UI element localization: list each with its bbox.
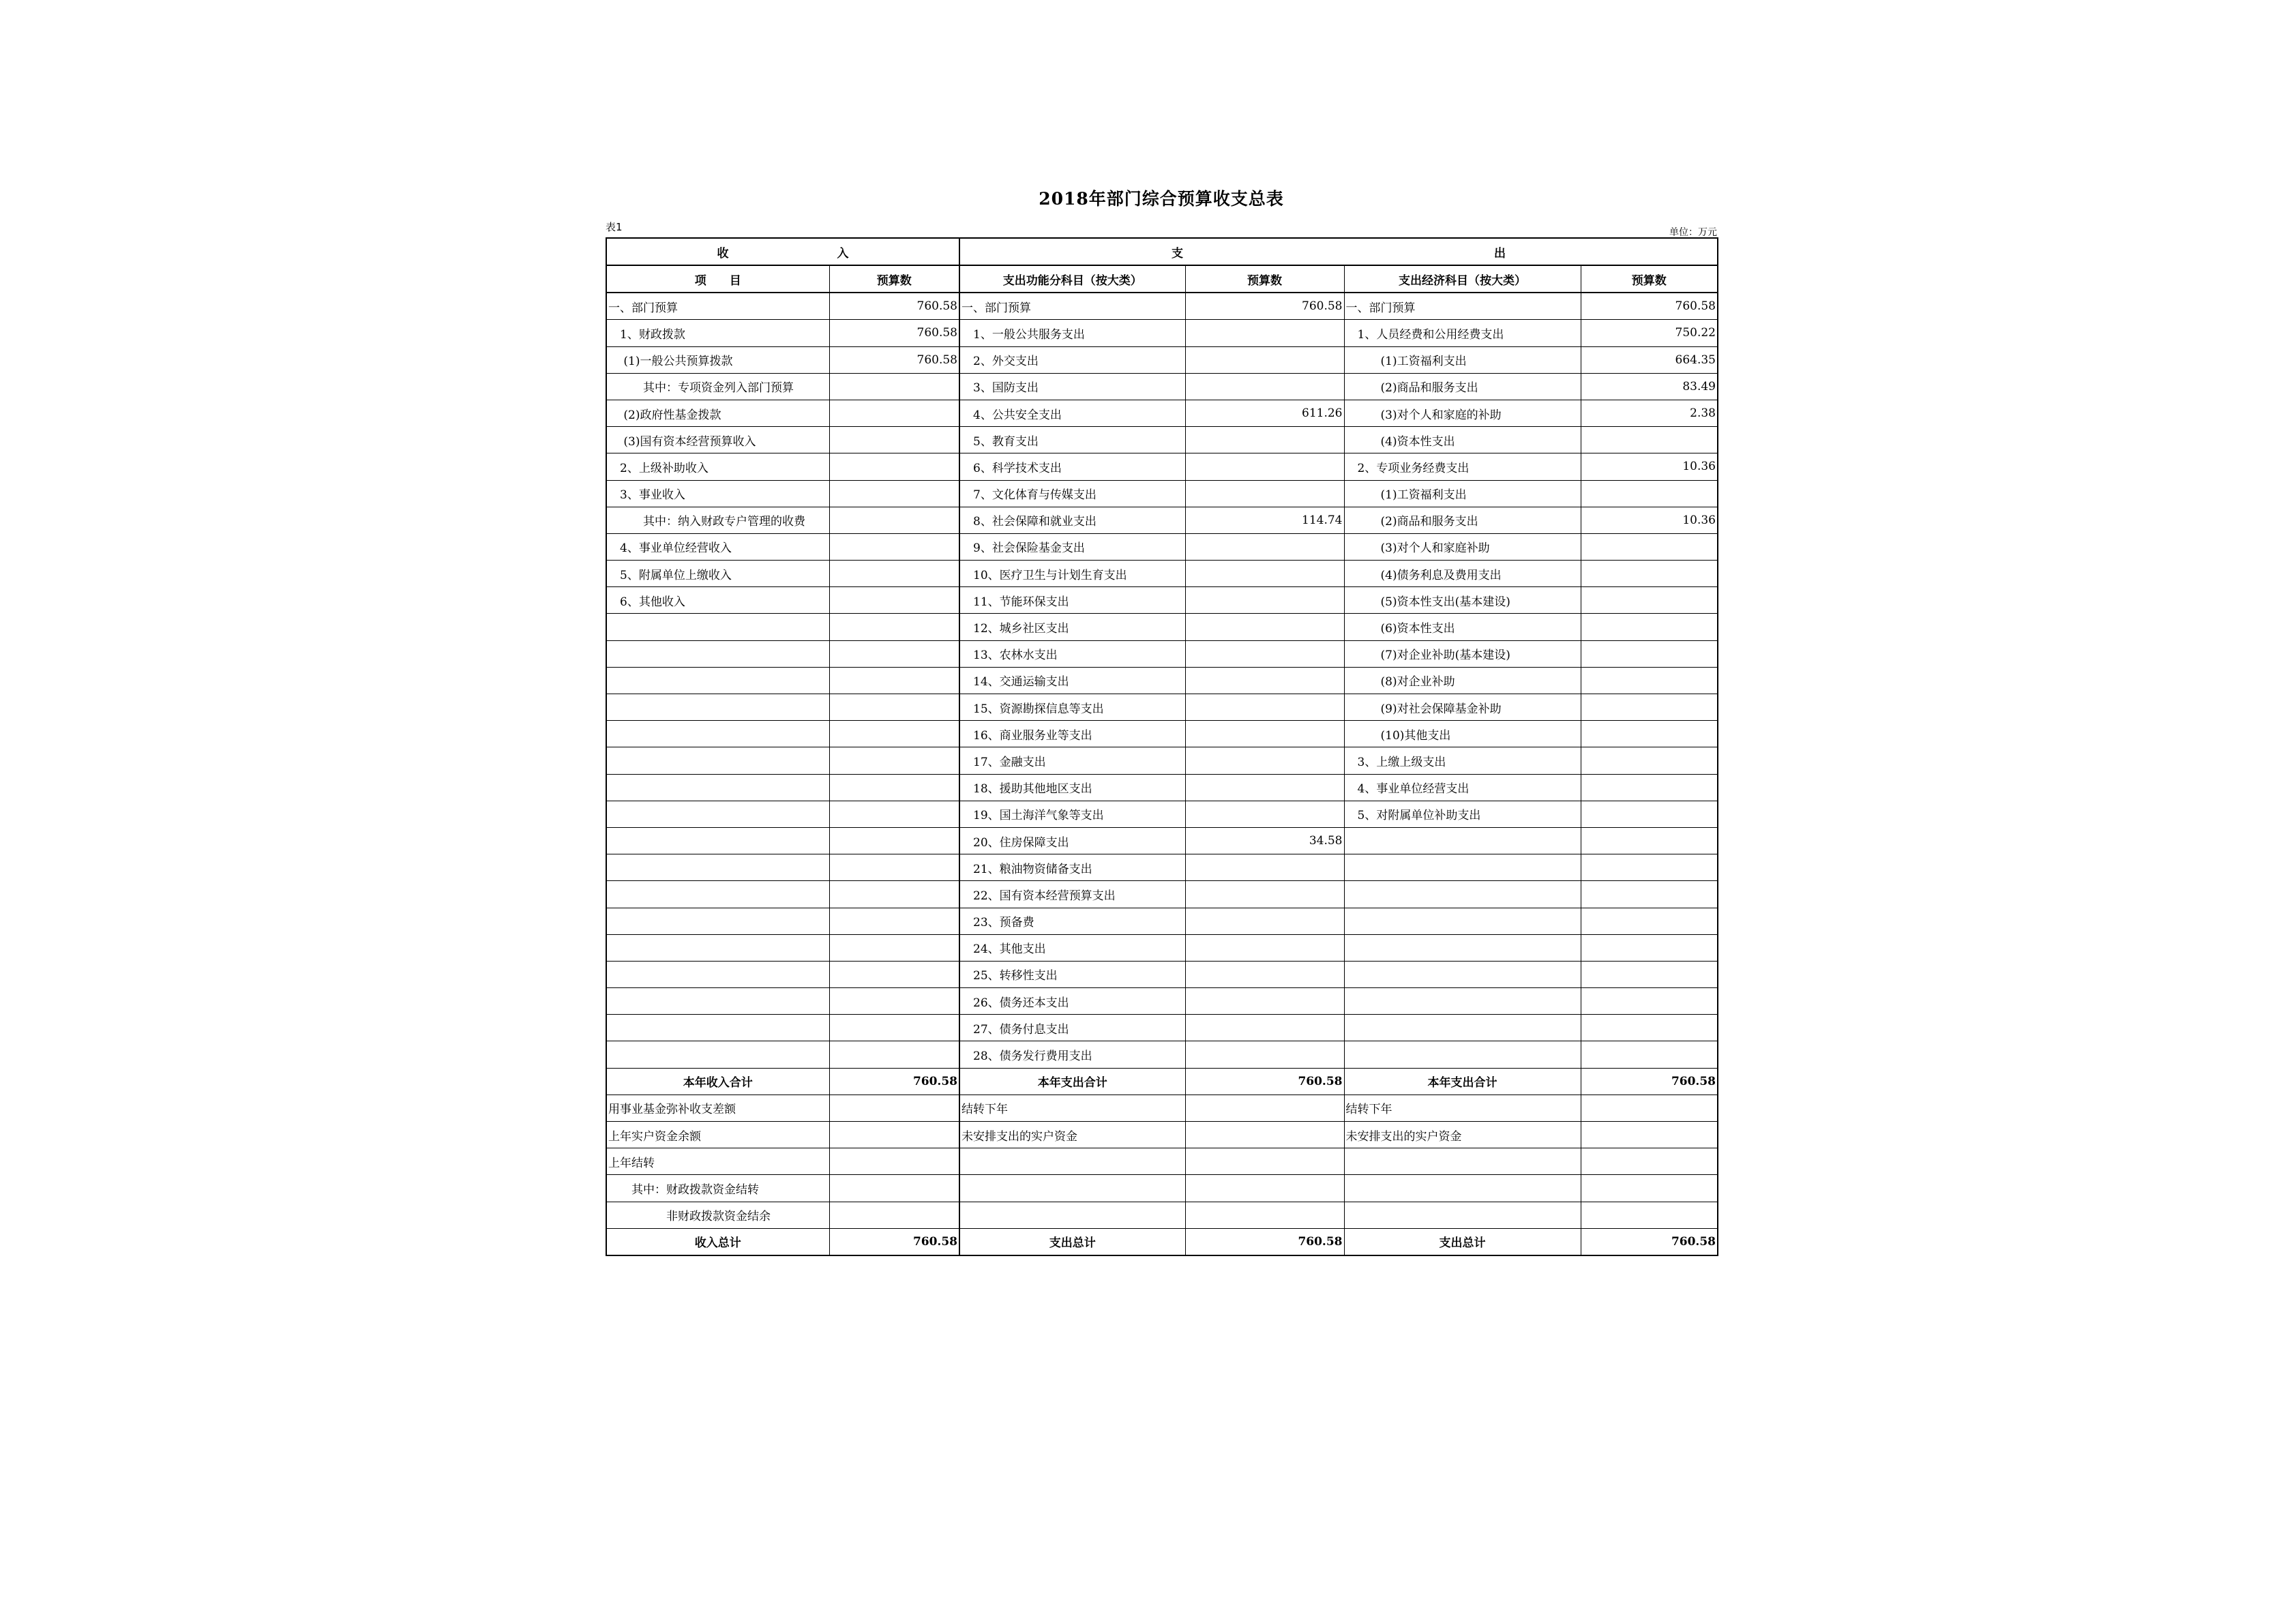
- economic-amount-cell: [1581, 1041, 1718, 1068]
- function-amount-cell: [1185, 587, 1344, 614]
- expense-group-header: [959, 238, 1718, 265]
- economic-amount-cell: 10.36: [1581, 507, 1718, 533]
- table-row: [606, 1202, 1718, 1228]
- function-amount-cell: 760.58: [1185, 1228, 1344, 1255]
- economic-item-cell: (1)工资福利支出: [1344, 480, 1581, 507]
- economic-amount-cell: [1581, 614, 1718, 640]
- function-item-cell: 11、节能环保支出: [959, 587, 1185, 614]
- table-row: [606, 1148, 1718, 1175]
- table-row: [606, 453, 1718, 480]
- table-row: [606, 1122, 1718, 1148]
- table-row: [606, 320, 1718, 346]
- expense-group-char-1: 支: [1172, 246, 1183, 260]
- table-row: [606, 694, 1718, 721]
- function-amount-cell: [1185, 1148, 1344, 1175]
- income-item-cell: [606, 694, 829, 721]
- function-item-cell: [959, 1175, 1185, 1202]
- income-amount-cell: [829, 854, 959, 881]
- income-item-cell: 用事业基金弥补收支差额: [606, 1095, 829, 1121]
- function-amount-cell: [1185, 1175, 1344, 1202]
- income-amount-cell: [829, 667, 959, 694]
- economic-amount-cell: [1581, 961, 1718, 987]
- economic-amount-cell: [1581, 1175, 1718, 1202]
- income-amount-cell: [829, 1122, 959, 1148]
- grand-total-row: [606, 1228, 1718, 1255]
- table-row: [606, 827, 1718, 854]
- economic-amount-cell: [1581, 1122, 1718, 1148]
- function-amount-cell: [1185, 1122, 1344, 1148]
- economic-item-cell: 4、事业单位经营支出: [1344, 774, 1581, 801]
- income-group-char-1: 收: [717, 246, 729, 260]
- income-amount-cell: [829, 533, 959, 560]
- economic-amount-cell: 750.22: [1581, 320, 1718, 346]
- economic-item-cell: (1)工资福利支出: [1344, 346, 1581, 373]
- table-row: [606, 533, 1718, 560]
- function-item-header: 支出功能分科目（按大类）: [959, 265, 1185, 293]
- income-item-cell: [606, 614, 829, 640]
- unit-label: 单位：万元: [1669, 227, 1717, 238]
- income-item-cell: [606, 747, 829, 774]
- economic-item-cell: [1344, 988, 1581, 1015]
- income-item-cell: [606, 640, 829, 667]
- function-item-cell: 本年支出合计: [959, 1068, 1185, 1095]
- economic-amount-cell: 10.36: [1581, 453, 1718, 480]
- function-amount-cell: [1185, 1015, 1344, 1041]
- economic-item-cell: 未安排支出的实户资金: [1344, 1122, 1581, 1148]
- economic-amount-cell: 83.49: [1581, 373, 1718, 400]
- function-item-cell: 结转下年: [959, 1095, 1185, 1121]
- income-item-cell: (1)一般公共预算拨款: [606, 346, 829, 373]
- economic-item-cell: 一、部门预算: [1344, 293, 1581, 320]
- function-item-cell: 21、粮油物资储备支出: [959, 854, 1185, 881]
- economic-amount-cell: [1581, 1015, 1718, 1041]
- income-item-cell: 4、事业单位经营收入: [606, 533, 829, 560]
- economic-item-cell: [1344, 1015, 1581, 1041]
- income-item-cell: [606, 1041, 829, 1068]
- income-item-cell: [606, 961, 829, 987]
- function-amount-cell: [1185, 881, 1344, 908]
- function-amount-cell: [1185, 694, 1344, 721]
- economic-item-cell: 结转下年: [1344, 1095, 1581, 1121]
- function-item-cell: 19、国土海洋气象等支出: [959, 801, 1185, 827]
- function-amount-cell: [1185, 961, 1344, 987]
- income-amount-cell: [829, 747, 959, 774]
- table-row: [606, 854, 1718, 881]
- income-group-header: [606, 238, 959, 265]
- income-amount-cell: [829, 1202, 959, 1228]
- economic-item-cell: 2、专项业务经费支出: [1344, 453, 1581, 480]
- function-item-cell: 26、债务还本支出: [959, 988, 1185, 1015]
- function-amount-cell: [1185, 373, 1344, 400]
- table-row: [606, 747, 1718, 774]
- table-row: [606, 721, 1718, 747]
- function-item-cell: 7、文化体育与传媒支出: [959, 480, 1185, 507]
- income-group-char-2: 入: [837, 246, 849, 260]
- income-amount-cell: [829, 614, 959, 640]
- income-item-cell: [606, 934, 829, 961]
- income-amount-cell: [829, 774, 959, 801]
- economic-amount-cell: [1581, 694, 1718, 721]
- economic-amount-cell: [1581, 881, 1718, 908]
- income-amount-cell: 760.58: [829, 1068, 959, 1095]
- income-amount-cell: 760.58: [829, 320, 959, 346]
- income-item-cell: [606, 854, 829, 881]
- income-amount-cell: [829, 961, 959, 987]
- income-item-cell: [606, 827, 829, 854]
- table-row: [606, 640, 1718, 667]
- function-item-cell: 2、外交支出: [959, 346, 1185, 373]
- function-item-cell: [959, 1148, 1185, 1175]
- function-amount-cell: [1185, 561, 1344, 587]
- economic-amount-cell: [1581, 827, 1718, 854]
- economic-item-cell: (10)其他支出: [1344, 721, 1581, 747]
- function-amount-cell: [1185, 640, 1344, 667]
- table-row: [606, 561, 1718, 587]
- economic-amount-cell: [1581, 427, 1718, 453]
- income-item-header: 项 目: [606, 265, 829, 293]
- income-amount-cell: 760.58: [829, 346, 959, 373]
- income-item-cell: 6、其他收入: [606, 587, 829, 614]
- economic-amount-cell: 760.58: [1581, 1228, 1718, 1255]
- economic-item-cell: (8)对企业补助: [1344, 667, 1581, 694]
- income-item-cell: [606, 881, 829, 908]
- income-item-cell: [606, 1015, 829, 1041]
- economic-amount-cell: [1581, 988, 1718, 1015]
- economic-item-cell: (3)对个人和家庭的补助: [1344, 400, 1581, 426]
- table-row: [606, 667, 1718, 694]
- function-amount-cell: [1185, 747, 1344, 774]
- income-amount-cell: 760.58: [829, 1228, 959, 1255]
- function-amount-cell: 114.74: [1185, 507, 1344, 533]
- function-amount-cell: 760.58: [1185, 293, 1344, 320]
- table-row: [606, 480, 1718, 507]
- income-amount-cell: [829, 1095, 959, 1121]
- function-item-cell: 10、医疗卫生与计划生育支出: [959, 561, 1185, 587]
- income-amount-cell: [829, 453, 959, 480]
- group-header-row: [606, 238, 1718, 265]
- income-amount-cell: [829, 480, 959, 507]
- income-item-cell: 上年实户资金余额: [606, 1122, 829, 1148]
- table-row: [606, 1041, 1718, 1068]
- economic-amount-cell: [1581, 908, 1718, 934]
- economic-item-cell: (3)对个人和家庭补助: [1344, 533, 1581, 560]
- income-amount-cell: [829, 721, 959, 747]
- table-row: [606, 908, 1718, 934]
- function-item-cell: 5、教育支出: [959, 427, 1185, 453]
- table-row: [606, 961, 1718, 987]
- economic-item-cell: (2)商品和服务支出: [1344, 373, 1581, 400]
- economic-amount-cell: 2.38: [1581, 400, 1718, 426]
- income-amount-cell: [829, 934, 959, 961]
- function-item-cell: 12、城乡社区支出: [959, 614, 1185, 640]
- function-amount-cell: 34.58: [1185, 827, 1344, 854]
- table-row: [606, 373, 1718, 400]
- economic-amount-cell: [1581, 667, 1718, 694]
- economic-item-cell: 1、人员经费和公用经费支出: [1344, 320, 1581, 346]
- income-amount-cell: [829, 561, 959, 587]
- economic-item-cell: [1344, 881, 1581, 908]
- income-amount-cell: [829, 1015, 959, 1041]
- income-amount-header: 预算数: [829, 265, 959, 293]
- expense-group-char-2: 出: [1494, 246, 1506, 260]
- function-amount-cell: [1185, 721, 1344, 747]
- income-item-cell: [606, 908, 829, 934]
- income-amount-cell: [829, 827, 959, 854]
- income-item-cell: (3)国有资本经营预算收入: [606, 427, 829, 453]
- table-row: [606, 293, 1718, 320]
- function-amount-cell: [1185, 1095, 1344, 1121]
- table-row: [606, 774, 1718, 801]
- function-amount-cell: [1185, 801, 1344, 827]
- page-title: 2018年部门综合预算收支总表: [1039, 189, 1284, 209]
- function-item-cell: 20、住房保障支出: [959, 827, 1185, 854]
- function-item-cell: 24、其他支出: [959, 934, 1185, 961]
- income-amount-cell: [829, 1148, 959, 1175]
- economic-item-cell: (9)对社会保障基金补助: [1344, 694, 1581, 721]
- economic-amount-cell: [1581, 1202, 1718, 1228]
- function-amount-cell: [1185, 774, 1344, 801]
- economic-amount-cell: [1581, 533, 1718, 560]
- function-amount-cell: [1185, 667, 1344, 694]
- function-item-cell: 27、债务付息支出: [959, 1015, 1185, 1041]
- function-item-cell: 3、国防支出: [959, 373, 1185, 400]
- table-row: [606, 934, 1718, 961]
- economic-amount-cell: [1581, 774, 1718, 801]
- function-item-cell: 13、农林水支出: [959, 640, 1185, 667]
- economic-amount-cell: [1581, 480, 1718, 507]
- function-item-cell: 16、商业服务业等支出: [959, 721, 1185, 747]
- income-item-cell: [606, 721, 829, 747]
- income-amount-cell: [829, 694, 959, 721]
- function-item-cell: 一、部门预算: [959, 293, 1185, 320]
- economic-item-cell: [1344, 934, 1581, 961]
- function-amount-cell: [1185, 988, 1344, 1015]
- economic-amount-cell: [1581, 640, 1718, 667]
- economic-item-cell: (5)资本性支出(基本建设): [1344, 587, 1581, 614]
- function-item-cell: 14、交通运输支出: [959, 667, 1185, 694]
- economic-item-cell: (7)对企业补助(基本建设): [1344, 640, 1581, 667]
- table-row: [606, 1095, 1718, 1121]
- economic-amount-cell: [1581, 934, 1718, 961]
- income-item-cell: 收入总计: [606, 1228, 829, 1255]
- function-amount-cell: [1185, 1041, 1344, 1068]
- function-item-cell: 18、援助其他地区支出: [959, 774, 1185, 801]
- function-amount-cell: 760.58: [1185, 1068, 1344, 1095]
- function-amount-cell: [1185, 614, 1344, 640]
- economic-item-cell: [1344, 854, 1581, 881]
- income-amount-cell: [829, 587, 959, 614]
- table-row: [606, 346, 1718, 373]
- function-item-cell: 23、预备费: [959, 908, 1185, 934]
- income-amount-cell: [829, 1041, 959, 1068]
- economic-item-cell: (4)债务利息及费用支出: [1344, 561, 1581, 587]
- table-code: 表1: [606, 221, 623, 233]
- function-item-cell: 1、一般公共服务支出: [959, 320, 1185, 346]
- function-item-cell: 4、公共安全支出: [959, 400, 1185, 426]
- economic-item-cell: (6)资本性支出: [1344, 614, 1581, 640]
- function-item-cell: [959, 1202, 1185, 1228]
- income-item-cell: (2)政府性基金拨款: [606, 400, 829, 426]
- income-item-cell: [606, 988, 829, 1015]
- economic-amount-cell: 664.35: [1581, 346, 1718, 373]
- income-amount-cell: [829, 640, 959, 667]
- function-item-cell: 6、科学技术支出: [959, 453, 1185, 480]
- income-item-cell: 2、上级补助收入: [606, 453, 829, 480]
- income-amount-cell: [829, 507, 959, 533]
- income-item-cell: 1、财政拨款: [606, 320, 829, 346]
- function-item-cell: 15、资源勘探信息等支出: [959, 694, 1185, 721]
- income-amount-cell: [829, 881, 959, 908]
- column-header-row: [606, 265, 1718, 293]
- economic-item-cell: (2)商品和服务支出: [1344, 507, 1581, 533]
- function-item-cell: 8、社会保障和就业支出: [959, 507, 1185, 533]
- economic-amount-cell: [1581, 561, 1718, 587]
- table-row: [606, 507, 1718, 533]
- income-item-cell: 一、部门预算: [606, 293, 829, 320]
- income-amount-cell: [829, 908, 959, 934]
- function-amount-cell: [1185, 427, 1344, 453]
- economic-item-cell: 3、上缴上级支出: [1344, 747, 1581, 774]
- table-row: [606, 988, 1718, 1015]
- income-item-cell: [606, 801, 829, 827]
- economic-item-cell: [1344, 908, 1581, 934]
- economic-amount-header: 预算数: [1581, 265, 1718, 293]
- economic-item-cell: (4)资本性支出: [1344, 427, 1581, 453]
- budget-summary-table: [606, 237, 1718, 1256]
- table-row: [606, 614, 1718, 640]
- function-amount-header: 预算数: [1185, 265, 1344, 293]
- economic-amount-cell: [1581, 587, 1718, 614]
- income-amount-cell: [829, 801, 959, 827]
- income-item-cell: 其中：专项资金列入部门预算: [606, 373, 829, 400]
- income-amount-cell: 760.58: [829, 293, 959, 320]
- economic-item-cell: [1344, 1175, 1581, 1202]
- table-row: [606, 801, 1718, 827]
- income-item-cell: [606, 667, 829, 694]
- function-amount-cell: [1185, 346, 1344, 373]
- economic-item-cell: [1344, 961, 1581, 987]
- economic-amount-cell: [1581, 854, 1718, 881]
- function-item-cell: 未安排支出的实户资金: [959, 1122, 1185, 1148]
- income-amount-cell: [829, 427, 959, 453]
- economic-item-cell: [1344, 827, 1581, 854]
- income-amount-cell: [829, 1175, 959, 1202]
- income-item-cell: 其中：纳入财政专户管理的收费: [606, 507, 829, 533]
- function-amount-cell: [1185, 908, 1344, 934]
- income-item-cell: 其中：财政拨款资金结转: [606, 1175, 829, 1202]
- economic-amount-cell: [1581, 721, 1718, 747]
- income-item-cell: [606, 774, 829, 801]
- function-item-cell: 28、债务发行费用支出: [959, 1041, 1185, 1068]
- income-item-cell: 本年收入合计: [606, 1068, 829, 1095]
- function-amount-cell: [1185, 934, 1344, 961]
- economic-item-cell: 本年支出合计: [1344, 1068, 1581, 1095]
- economic-item-cell: [1344, 1202, 1581, 1228]
- function-item-cell: 25、转移性支出: [959, 961, 1185, 987]
- annual-total-row: [606, 1068, 1718, 1095]
- income-item-cell: 非财政拨款资金结余: [606, 1202, 829, 1228]
- table-row: [606, 427, 1718, 453]
- income-item-cell: 上年结转: [606, 1148, 829, 1175]
- function-amount-cell: [1185, 320, 1344, 346]
- income-item-cell: 3、事业收入: [606, 480, 829, 507]
- income-amount-cell: [829, 400, 959, 426]
- economic-item-cell: [1344, 1148, 1581, 1175]
- function-amount-cell: [1185, 480, 1344, 507]
- function-amount-cell: [1185, 453, 1344, 480]
- table-row: [606, 1175, 1718, 1202]
- function-amount-cell: 611.26: [1185, 400, 1344, 426]
- table-row: [606, 1015, 1718, 1041]
- income-amount-cell: [829, 988, 959, 1015]
- income-item-cell: 5、附属单位上缴收入: [606, 561, 829, 587]
- economic-item-header: 支出经济科目（按大类）: [1344, 265, 1581, 293]
- table-row: [606, 881, 1718, 908]
- function-amount-cell: [1185, 854, 1344, 881]
- function-amount-cell: [1185, 1202, 1344, 1228]
- economic-amount-cell: 760.58: [1581, 293, 1718, 320]
- function-amount-cell: [1185, 533, 1344, 560]
- function-item-cell: 22、国有资本经营预算支出: [959, 881, 1185, 908]
- economic-amount-cell: [1581, 1095, 1718, 1121]
- function-item-cell: 支出总计: [959, 1228, 1185, 1255]
- table-row: [606, 587, 1718, 614]
- economic-item-cell: 5、对附属单位补助支出: [1344, 801, 1581, 827]
- economic-amount-cell: 760.58: [1581, 1068, 1718, 1095]
- economic-item-cell: 支出总计: [1344, 1228, 1581, 1255]
- economic-amount-cell: [1581, 1148, 1718, 1175]
- function-item-cell: 9、社会保险基金支出: [959, 533, 1185, 560]
- table-row: [606, 400, 1718, 426]
- income-amount-cell: [829, 373, 959, 400]
- function-item-cell: 17、金融支出: [959, 747, 1185, 774]
- economic-item-cell: [1344, 1041, 1581, 1068]
- economic-amount-cell: [1581, 747, 1718, 774]
- economic-amount-cell: [1581, 801, 1718, 827]
